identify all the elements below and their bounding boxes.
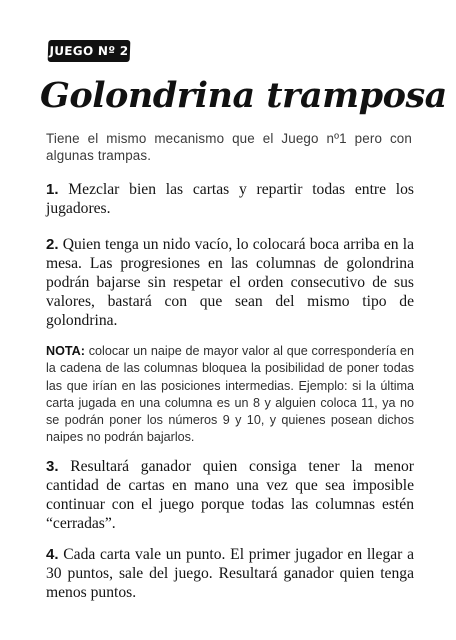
rule-step-number: 3.	[46, 458, 59, 475]
note-text: colocar un naipe de mayor valor al que correspondería en la cadena de las columnas bloquea la posibilidad de poner todas las que irían en las posiciones intermedias. Ejemplo: si la última carta jugada en una columna es un 8 y alguien coloca 11, ya no se podrán poner los números 9 y 10, y quienes posean dichos naipes no podrán bajarlos.	[46, 344, 415, 445]
note-paragraph	[46, 343, 414, 447]
rule-step-number: 4.	[46, 546, 59, 563]
rule-step-number: 1.	[46, 181, 59, 198]
rule-step-text: Mezclar bien las cartas y repartir todas entre los jugadores.	[46, 181, 415, 217]
rule-step-1	[46, 180, 414, 218]
rule-step-3	[46, 457, 414, 533]
rule-step-4	[46, 545, 414, 602]
intro-paragraph: Tiene el mismo mecanismo que el Juego nº1 pero con algunas trampas.	[46, 131, 412, 163]
game-number-badge: JUEGO Nº 2	[48, 40, 131, 62]
rule-step-text: Quien tenga un nido vacío, lo colocará boca arriba en la mesa. Las progresiones en las columnas de golondrina podrán bajarse sin respetar el orden consecutivo de sus valores, bastará con que sean del mismo tipo de golondrina.	[46, 236, 415, 329]
game-title: Golondrina tramposa	[40, 75, 447, 116]
rule-step-2	[46, 235, 414, 330]
note-label: NOTA:	[46, 344, 85, 358]
rule-step-number: 2.	[46, 236, 59, 253]
rule-step-text: Cada carta vale un punto. El primer jugador en llegar a 30 puntos, sale del juego. Resultará ganador quien tenga menos puntos.	[46, 546, 414, 601]
rule-step-text: Resultará ganador quien consiga tener la menor cantidad de cartas en mano una vez que sea imposible continuar con el juego porque todas las columnas estén “cerradas”.	[46, 458, 414, 532]
